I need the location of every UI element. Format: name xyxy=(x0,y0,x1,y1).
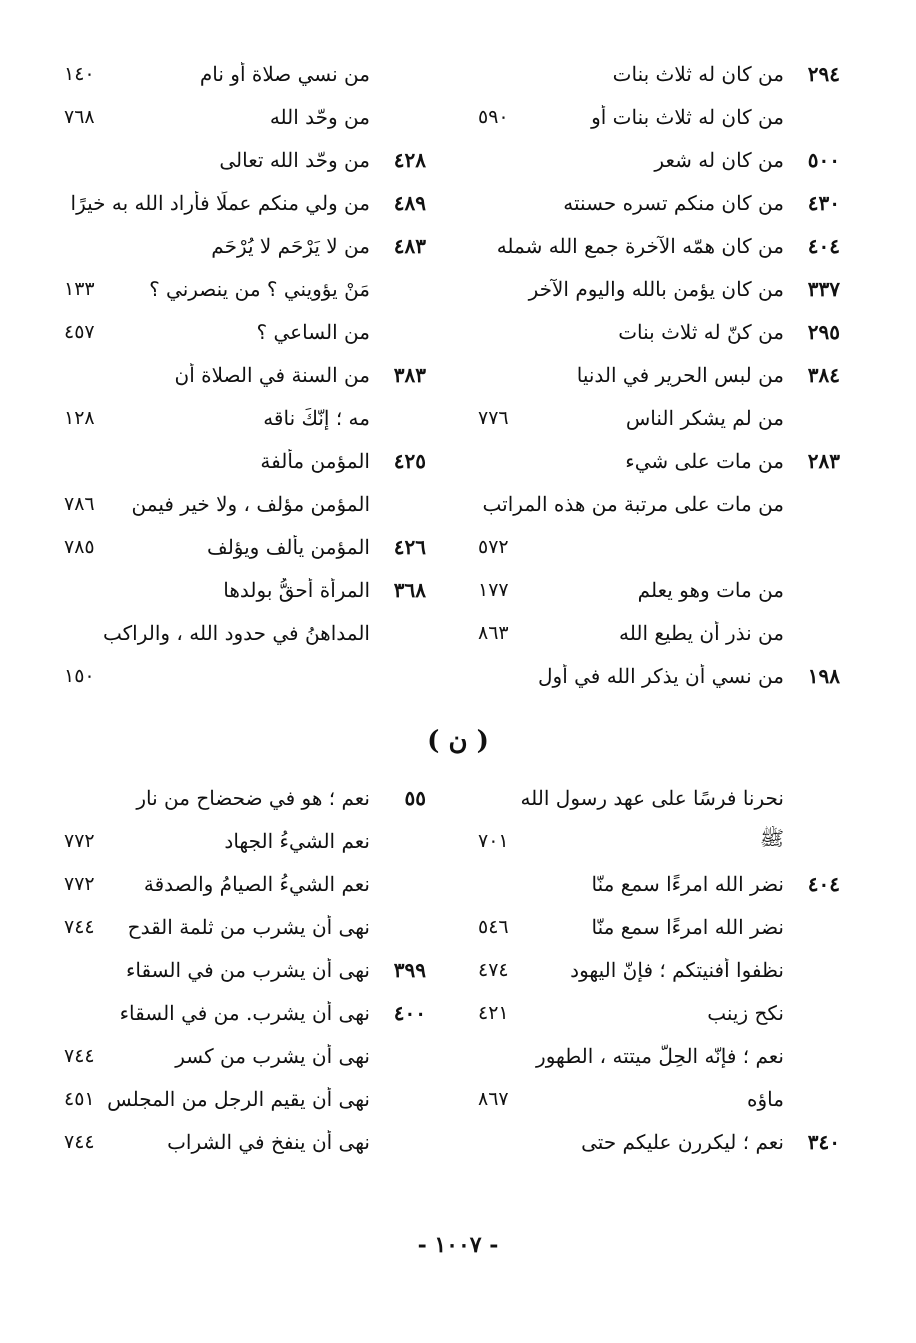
entry-page-ref: ٥٩٠ xyxy=(478,105,509,128)
entry-text: من مات على شيء xyxy=(625,448,784,473)
index-entry xyxy=(64,654,426,697)
index-entry xyxy=(64,991,426,1034)
entry-text: من لم يشكر الناس xyxy=(625,405,784,430)
entry-number: ٣٨٤ xyxy=(807,362,840,387)
index-entry xyxy=(478,439,840,482)
entry-text: من نسي صلاة أو نام xyxy=(199,61,370,86)
entry-text: من كان منكم تسره حسنته xyxy=(563,190,784,215)
entry-number: ٢٩٥ xyxy=(807,319,840,344)
entry-text: نهى أن يشرب من ثلمة القدح xyxy=(127,914,370,939)
entry-number: ٣٤٠ xyxy=(807,1129,840,1154)
entry-number: ٣٨٣ xyxy=(393,362,426,387)
entry-page-ref: ١٥٠ xyxy=(64,664,95,687)
entry-text: من كنّ له ثلاث بنات xyxy=(618,319,784,344)
index-entry xyxy=(64,482,426,525)
index-entry xyxy=(64,95,426,138)
index-entry xyxy=(478,776,840,819)
entry-text: نعم ؛ فإنّه الحِلُّ ميتته ، الطهور xyxy=(536,1043,784,1068)
index-entry xyxy=(478,138,840,181)
entry-text: من ولي منكم عملًا فأراد الله به خيرًا xyxy=(70,190,370,215)
index-entry xyxy=(64,1120,426,1163)
entry-number: ٣٦٨ xyxy=(393,577,426,602)
entry-number: ٤٠٠ xyxy=(393,1000,426,1025)
entry-page-ref: ٧٠١ xyxy=(478,829,509,852)
entry-number: ٢٩٤ xyxy=(807,61,840,86)
index-entry xyxy=(64,776,426,819)
index-entry xyxy=(478,353,840,396)
entry-text: من كان يؤمن بالله واليوم الآخر xyxy=(528,276,784,301)
index-entry xyxy=(64,1034,426,1077)
entry-number: ١٩٨ xyxy=(807,663,840,688)
index-entry xyxy=(478,862,840,905)
section-title: ( ن ) xyxy=(427,726,489,756)
top-left-column xyxy=(64,52,426,697)
entry-text: من نسي أن يذكر الله في أول xyxy=(538,663,784,688)
index-entry xyxy=(478,1034,840,1077)
entry-text: ﷺ xyxy=(759,826,784,850)
entry-text: من الساعي ؟ xyxy=(256,319,370,344)
index-entry xyxy=(478,611,840,654)
entry-text: نكح زينب xyxy=(707,1000,784,1025)
entry-number: ٥٥ xyxy=(404,785,426,810)
page-number: - ١٠٠٧ - xyxy=(417,1232,499,1258)
index-entry xyxy=(64,819,426,862)
index-entry xyxy=(64,439,426,482)
index-entry xyxy=(478,819,840,862)
top-right-column xyxy=(478,52,840,697)
index-entry xyxy=(64,181,426,224)
entry-number: ٥٠٠ xyxy=(807,147,840,172)
index-entry xyxy=(478,482,840,525)
entry-text: من السنة في الصلاة أن xyxy=(174,362,370,387)
entry-page-ref: ٧٨٥ xyxy=(64,535,95,558)
entry-number: ٤٠٤ xyxy=(807,871,840,896)
index-entry xyxy=(64,611,426,654)
entry-text: من كان له ثلاث بنات xyxy=(612,61,784,86)
entry-page-ref: ٧٤٤ xyxy=(64,1044,95,1067)
index-entry xyxy=(478,905,840,948)
index-entry xyxy=(64,568,426,611)
entry-number: ٤٠٤ xyxy=(807,233,840,258)
nun-right-column xyxy=(478,776,840,1163)
index-entry xyxy=(478,396,840,439)
entry-text: المؤمن مألفة xyxy=(260,448,370,473)
index-entry xyxy=(478,525,840,568)
entry-page-ref: ٧٦٨ xyxy=(64,105,95,128)
index-entry xyxy=(478,1077,840,1120)
index-entry xyxy=(478,52,840,95)
index-entry xyxy=(64,862,426,905)
entry-page-ref: ٤٧٤ xyxy=(478,958,509,981)
entry-number: ٤٨٣ xyxy=(393,233,426,258)
index-entry xyxy=(478,1120,840,1163)
entry-text: من مات وهو يعلم xyxy=(637,577,784,602)
entry-text: ماؤه xyxy=(747,1086,784,1111)
index-entry xyxy=(478,948,840,991)
index-entry xyxy=(64,525,426,568)
entry-text: نضر الله امرءًا سمع منّا xyxy=(591,914,784,939)
entry-page-ref: ٨٦٣ xyxy=(478,621,509,644)
entry-text: نهى أن يشرب. من في السقاء xyxy=(119,1000,370,1025)
entry-text: نعم ؛ هو في ضحضاح من نار xyxy=(136,785,370,810)
entry-page-ref: ٧٤٤ xyxy=(64,1130,95,1153)
entry-number: ٢٨٣ xyxy=(807,448,840,473)
index-entry xyxy=(64,948,426,991)
entry-text: من كان همّه الآخرة جمع الله شمله xyxy=(496,233,784,258)
entry-page-ref: ٥٤٦ xyxy=(478,915,509,938)
entry-text: نعم الشيءُ الصيامُ والصدقة xyxy=(143,871,370,896)
entry-number: ٤٣٠ xyxy=(807,190,840,215)
index-entry xyxy=(64,310,426,353)
entry-text: نهى أن يقيم الرجل من المجلس xyxy=(107,1086,370,1111)
index-entry xyxy=(478,181,840,224)
entry-text: نظفوا أفنيتكم ؛ فإنّ اليهود xyxy=(570,957,784,982)
entry-text: نهى أن ينفخ في الشراب xyxy=(167,1129,370,1154)
index-entry xyxy=(478,568,840,611)
index-entry xyxy=(64,396,426,439)
entry-page-ref: ١٧٧ xyxy=(478,578,509,601)
entry-page-ref: ٤٢١ xyxy=(478,1001,509,1024)
entry-page-ref: ٤٥٧ xyxy=(64,320,95,343)
index-entry xyxy=(478,991,840,1034)
entry-text: المؤمن مؤلف ، ولا خير فيمن xyxy=(131,491,370,516)
entry-text: من كان له شعر xyxy=(654,147,784,172)
entry-number: ٣٩٩ xyxy=(393,957,426,982)
entry-text: من نذر أن يطيع الله xyxy=(619,620,784,645)
entry-page-ref: ١٣٣ xyxy=(64,277,95,300)
entry-text: من مات على مرتبة من هذه المراتب xyxy=(482,491,784,516)
entry-number: ٤٨٩ xyxy=(393,190,426,215)
entry-text: نضر الله امرءًا سمع منّا xyxy=(591,871,784,896)
index-entry xyxy=(478,95,840,138)
entry-number: ٤٢٦ xyxy=(393,534,426,559)
entry-page-ref: ٧٧٢ xyxy=(64,872,95,895)
entry-page-ref: ٤٥١ xyxy=(64,1087,95,1110)
entry-page-ref: ٥٧٢ xyxy=(478,535,509,558)
entry-text: من لا يَرْحَم لا يُرْحَم xyxy=(211,233,370,258)
entry-page-ref: ٧٧٢ xyxy=(64,829,95,852)
index-entry xyxy=(478,267,840,310)
entry-text: مَنْ يؤويني ؟ من ينصرني ؟ xyxy=(149,276,370,301)
entry-text: المؤمن يألف ويؤلف xyxy=(206,534,370,559)
entry-text: نهى أن يشرب من كسر xyxy=(175,1043,370,1068)
entry-text: من لبس الحرير في الدنيا xyxy=(576,362,784,387)
entry-text: نحرنا فرسًا على عهد رسول الله xyxy=(520,785,784,810)
entry-text: المرأة أحقُّ بولدها xyxy=(223,577,370,602)
index-entry xyxy=(64,138,426,181)
entry-page-ref: ١٤٠ xyxy=(64,62,95,85)
entry-page-ref: ١٢٨ xyxy=(64,406,95,429)
index-entry xyxy=(478,310,840,353)
index-entry xyxy=(478,224,840,267)
entry-text: نهى أن يشرب من في السقاء xyxy=(125,957,370,982)
index-entry xyxy=(64,52,426,95)
entry-number: ٤٢٨ xyxy=(393,147,426,172)
entry-text: مه ؛ إنّكَ ناقه xyxy=(263,405,370,430)
nun-left-column xyxy=(64,776,426,1163)
entry-page-ref: ٨٦٧ xyxy=(478,1087,509,1110)
entry-number: ٤٢٥ xyxy=(393,448,426,473)
index-entry xyxy=(64,1077,426,1120)
index-entry xyxy=(478,654,840,697)
entry-text: المداهنُ في حدود الله ، والراكب xyxy=(103,620,370,645)
entry-number: ٣٣٧ xyxy=(807,276,840,301)
entry-text: من وحّد الله تعالى xyxy=(219,147,370,172)
index-entry xyxy=(64,267,426,310)
entry-text: نعم الشيءُ الجهاد xyxy=(224,828,370,853)
entry-page-ref: ٧٤٤ xyxy=(64,915,95,938)
entry-page-ref: ٧٧٦ xyxy=(478,406,509,429)
index-entry xyxy=(64,353,426,396)
entry-page-ref: ٧٨٦ xyxy=(64,492,95,515)
entry-text: من كان له ثلاث بنات أو xyxy=(591,104,784,129)
index-entry xyxy=(64,905,426,948)
entry-text: نعم ؛ ليكررن عليكم حتى xyxy=(581,1129,784,1154)
index-entry xyxy=(64,224,426,267)
entry-text: من وحّد الله xyxy=(269,104,370,129)
